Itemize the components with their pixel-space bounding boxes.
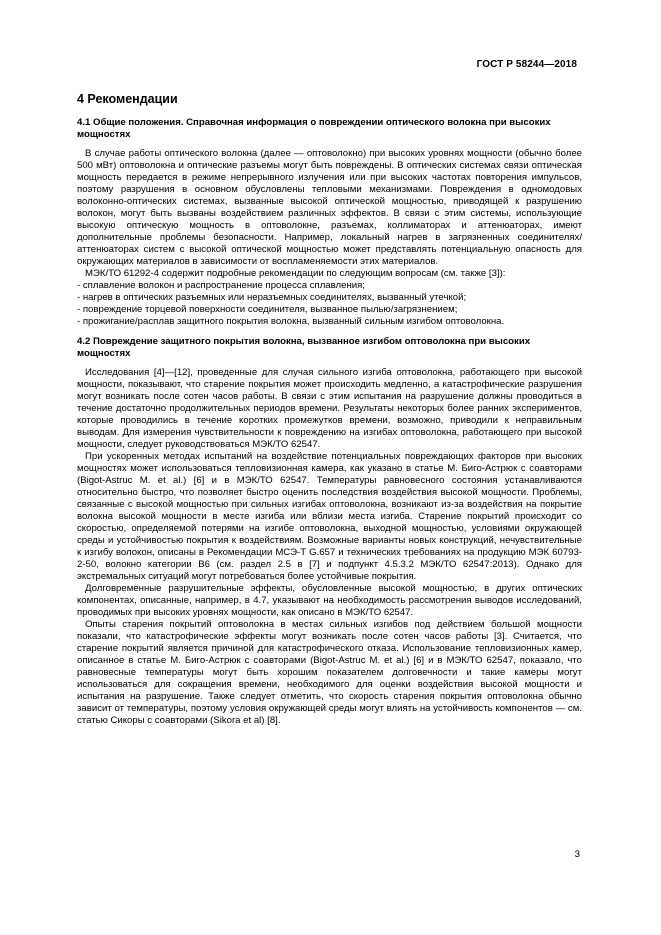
- paragraph-4-2-4: Опыты старения покрытий оптоволокна в местах сильных изгибов под действием большой мощности показали, что катастрофические эффекты могут возникать после сотен часов работы [3]. Считается, что старение покрытий является причиной для катастрофического отказа. Использование тепловизионных камер, описанное в статье М. Биго-Астрюк с соавторами (Bigot-Astruc M. et al.) [6] и в МЭК/ТО 62547, показало, что равновесные температуры могут быть хорошим показателем долговечности и такие камеры могут использоваться для сокращения времени, необходимого для оценки воздействия высокой мощности и испытания на разрушение. Также следует отметить, что скорость старения покрытия оптоволокна обычно зависит от температуры, поэтому условия окружающей среды могут влиять на устойчивость компонентов — см. статью Сикоры с соавторами (Sikora et al) [8].: [77, 619, 582, 726]
- list-item: - сплавление волокон и распространение процесса сплавления;: [77, 280, 365, 291]
- paragraph-4-1-2: МЭК/ТО 61292-4 содержит подробные рекомендации по следующим вопросам (см. также [3]):: [85, 268, 506, 279]
- page-content: [77, 92, 582, 727]
- paragraph-4-2-1: Исследования [4]—[12], проведенные для случая сильного изгиба оптоволокна, работающего при высокой мощности, показывают, что старение покрытия может происходить медленно, а катастрофические разрушения могут возникать после сотен часов работы. В связи с этим испытания на разрушение должны проводиться в течение достаточно продолжительных периодов времени. Результаты некоторых более ранних экспериментов, которые проводились в течение коротких промежутков времени, возможно, приводили к неправильным выводам. Для измерения чувствительности к повреждению на изгибах оптоволокна, работающего при высокой мощности, следует руководствоваться МЭК/ТО 62547.: [77, 367, 582, 450]
- page-number: 3: [574, 849, 580, 860]
- list-item: - повреждение торцевой поверхности соединителя, вызванное пылью/загрязнением;: [77, 304, 458, 315]
- list-item: - прожигание/расплав защитного покрытия волокна, вызванный сильным изгибом оптоволокна.: [77, 316, 505, 327]
- list-item: - нагрев в оптических разъемных или неразъемных соединителях, вызванный утечкой;: [77, 292, 467, 303]
- standard-id-header: ГОСТ Р 58244—2018: [476, 59, 577, 70]
- subsection-title-4-1: 4.1 Общие положения. Справочная информация о повреждении оптического волокна при высоких мощностях: [77, 117, 551, 140]
- section-title: 4 Рекомендации: [77, 92, 178, 106]
- paragraph-4-2-3: Долговременные разрушительные эффекты, обусловленные высокой мощностью, в других оптических компонентах, описанные, например, в 4.7, указывают на необходимость рассмотрения выводов исследований, проводимых при высоких уровнях мощности, как описано в МЭК/ТО 62547.: [77, 583, 582, 618]
- paragraph-4-1-1: В случае работы оптического волокна (далее — оптоволокно) при высоких уровнях мощности (обычно более 500 мВт) оптоволокна и оптические разъемы могут быть повреждены. В оптических системах связи оптическая мощность передается в режиме непрерывного излучения или при высоких частотах повторения импульсов, поэтому разрушения в основном обусловлены тепловыми механизмами. Повреждения в одномодовых волоконно-оптических системах, вызванные высокой оптической мощностью, приводящей к разрушению волокон, могут быть вызваны воздействием различных эффектов. В связи с этим системы, использующие высокую оптическую мощность в оптоволокне, разъемах, коллиматорах и аттенюаторах, имеют дополнительные проблемы безопасности. Например, локальный нагрев в загрязненных соединителях/аттенюаторах систем с высокой оптической мощностью может представлять потенциальную опасность для окружающих материалов в зависимости от воспламеняемости этих материалов.: [77, 148, 582, 267]
- subsection-title-4-2: 4.2 Повреждение защитного покрытия волокна, вызванное изгибом оптоволокна при высоких мощностях: [77, 336, 531, 359]
- recommendation-list: [77, 280, 582, 328]
- paragraph-4-2-2: При ускоренных методах испытаний на воздействие потенциальных повреждающих факторов при высоких мощностях может использоваться тепловизионная камера, как указано в статье М. Биго-Астрюк с соавторами (Bigot-Astruc M. et al.) [6] и в МЭК/ТО 62547. Температуры равновесного состояния устанавливаются относительно быстро, что позволяет быстро оценить последствия воздействия высокой мощности. Проблемы, связанные с высокой мощностью при сильных изгибах оптоволокна, возникают из-за воздействия на покрытие волокна высокой мощности в месте изгиба или вблизи места изгиба. Старение покрытий происходит со скоростью, определяемой потерями на изгибе оптоволокна, выходной мощностью, условиями окружающей среды и устойчивостью покрытия к воздействиям. Возможные варианты новых конструкций, нечувствительные к изгибу волокон, описаны в Рекомендации МСЭ-Т G.657 и технических требованиях на продукцию МЭК 60793-2-50, волокно категории B6 (см. раздел 2.5 в [7] и подпункт 4.5.3.2 МЭК/ТО 62547:2013). Однако для экстремальных ситуаций могут потребоваться более устойчивые покрытия.: [77, 451, 582, 582]
